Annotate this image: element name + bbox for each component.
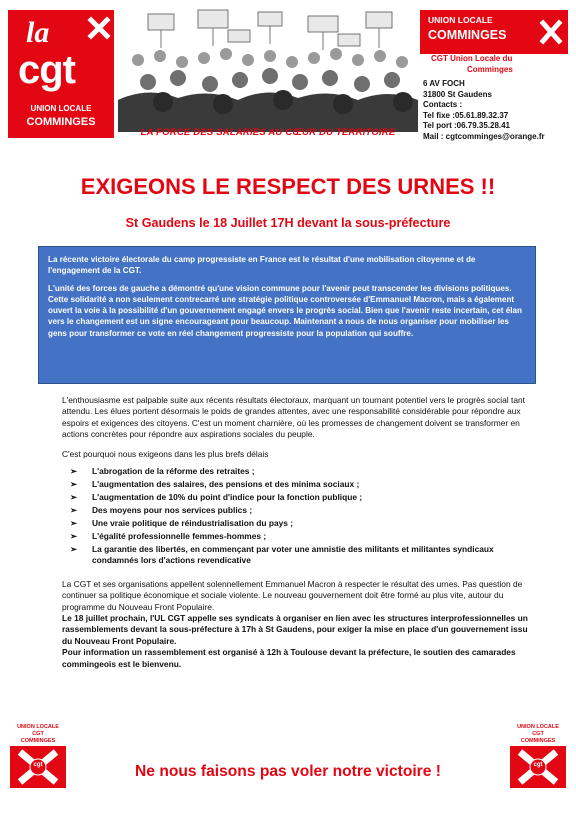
body-text (62, 395, 532, 670)
small-logo-line2: CGT (532, 731, 544, 737)
contact-tel-port: Tel port :06.79.35.28.41 (423, 121, 511, 130)
body-paragraph: L'enthousiasme est palpable suite aux récents résultats électoraux, marquant un tournant potentiel vers le progrès social tant attendu. Les élues portent désormais le poids de grandes attentes, avec une responsabilité considérable pour répondre aux espoirs et exigences des citoyens. C'est un moment charnière, où les promesses de changement doivent se transformer en actions concrètes pour répondre aux aspirations sociales du peuple. (62, 395, 525, 440)
slogan: LA FORCE DES SALARIES AU CŒUR DU TERRITOIRE (140, 127, 396, 138)
small-logo-line3: COMMINGES (520, 738, 556, 744)
closing-slogan: Ne nous faisons pas voler notre victoire ! (135, 763, 441, 780)
demand-text: L'abrogation de la réforme des retraites ; (92, 466, 255, 477)
contact-label: Contacts : (423, 100, 463, 109)
highlight-box (38, 246, 536, 384)
small-logo-line1: UNION LOCALE (517, 724, 559, 730)
demand-text: L'augmentation de 10% du point d'indice pour la fonction publique ; (92, 492, 363, 503)
contact-tel-fixe: Tel fixe :05.61.89.32.37 (423, 110, 509, 120)
list-item (70, 544, 532, 567)
arrow-bullet-icon: ➢ (70, 492, 78, 503)
highlight-paragraph: La récente victoire électorale du camp progressiste en France est le résultat d'une mobilisation citoyenne et de l'engagement de la CGT. (48, 255, 476, 276)
contact-address1: 6 AV FOCH (423, 79, 465, 88)
small-logo-badge: cgt (533, 762, 543, 768)
union-box-line1: UNION LOCALE (428, 15, 493, 25)
list-item (70, 505, 532, 516)
demand-text: Une vraie politique de réindustrialisation du pays ; (92, 518, 294, 529)
logo-comminges-label: COMMINGES (26, 116, 96, 128)
arrow-bullet-icon: ➢ (70, 479, 78, 490)
list-item (70, 518, 532, 529)
demand-text: Des moyens pour nos services publics ; (92, 505, 253, 516)
body-paragraph-bold: Pour information un rassemblement est organisé à 12h à Toulouse devant la préfecture, le soutien des camarades commingeois est le bienvenu. (62, 647, 516, 669)
list-item (70, 531, 532, 542)
cgt-cross-icon (536, 14, 566, 50)
arrow-bullet-icon: ➢ (70, 544, 78, 555)
logo-cgt: cgt (18, 48, 75, 92)
subheadline: St Gaudens le 18 Juillet 17H devant la sous-préfecture (125, 216, 451, 230)
small-logo-badge: cgt (33, 762, 43, 768)
logo-la: la (26, 16, 50, 49)
small-logo-line1: UNION LOCALE (17, 724, 59, 730)
contact-name-line2: Comminges (467, 64, 513, 74)
contact-block (423, 54, 573, 142)
body-paragraph: La CGT et ses organisations appellent solennellement Emmanuel Macron à respecter le résultat des urnes. Pas question de continuer sa politique économique et sociale violente. Le nouveau gouvernement doit être formé au plus vite, autour du programme du Nouveau Front Populaire. (62, 578, 523, 612)
highlight-paragraph: L'unité des forces de gauche a démontré qu'une vision commune pour l'avenir peut transcender les divisions politiques. Cette solidarité a non seulement contrecarré une stratégie politique controversée d'Emmanuel Macron, mais a également ouvert la voie à la possibilité d'un gouvernement engagé envers le progrès social. Bien que l'avenir reste incertain, cet élan vers le changement est un signe encourageant pour beaucoup. Maintenant a nous de nous organiser pour mobiliser les gens pour transformer ce vote en réel changement progressiste pour la population qui souffre. (48, 283, 522, 338)
contact-address2: 31800 St Gaudens (423, 89, 492, 99)
small-logo-line2: CGT (32, 731, 44, 737)
demand-text: L'égalité professionnelle femmes-hommes ; (92, 531, 267, 542)
demands-list (70, 466, 532, 567)
body-paragraph-bold: Le 18 juillet prochain, l'UL CGT appelle ses syndicats à organiser en lien avec les structures interprofessionnelles un rassemblements devant la sous-préfecture à 17h à St Gaudens, pour exiger la mise en place d'un gouvernement issu du Nouveau Front Populaire. (62, 613, 528, 646)
contact-mail[interactable]: Mail : cgtcomminges@orange.fr (423, 131, 545, 141)
list-item (70, 479, 532, 490)
union-box-line2: COMMINGES (428, 28, 507, 42)
small-logo-line3: COMMINGES (20, 738, 56, 744)
demands-intro: C'est pourquoi nous exigeons dans les plus brefs délais (62, 448, 269, 459)
arrow-bullet-icon: ➢ (70, 505, 78, 516)
list-item (70, 466, 532, 477)
arrow-bullet-icon: ➢ (70, 466, 78, 477)
arrow-bullet-icon: ➢ (70, 518, 78, 529)
demand-text: La garantie des libertés, en commençant par voter une amnistie des militants et militantes syndicaux condamnés lors d'actions revendicative (92, 544, 494, 566)
contact-name-line1: CGT Union Locale du (431, 54, 513, 63)
headline: EXIGEONS LE RESPECT DES URNES !! (80, 174, 496, 199)
list-item (70, 492, 532, 503)
cgt-cross-icon (84, 12, 114, 44)
logo-union-label: UNION LOCALE (30, 104, 92, 113)
arrow-bullet-icon: ➢ (70, 531, 78, 542)
demand-text: L'augmentation des salaires, des pensions et des minima sociaux ; (92, 479, 360, 490)
crowd-illustration (118, 8, 418, 132)
